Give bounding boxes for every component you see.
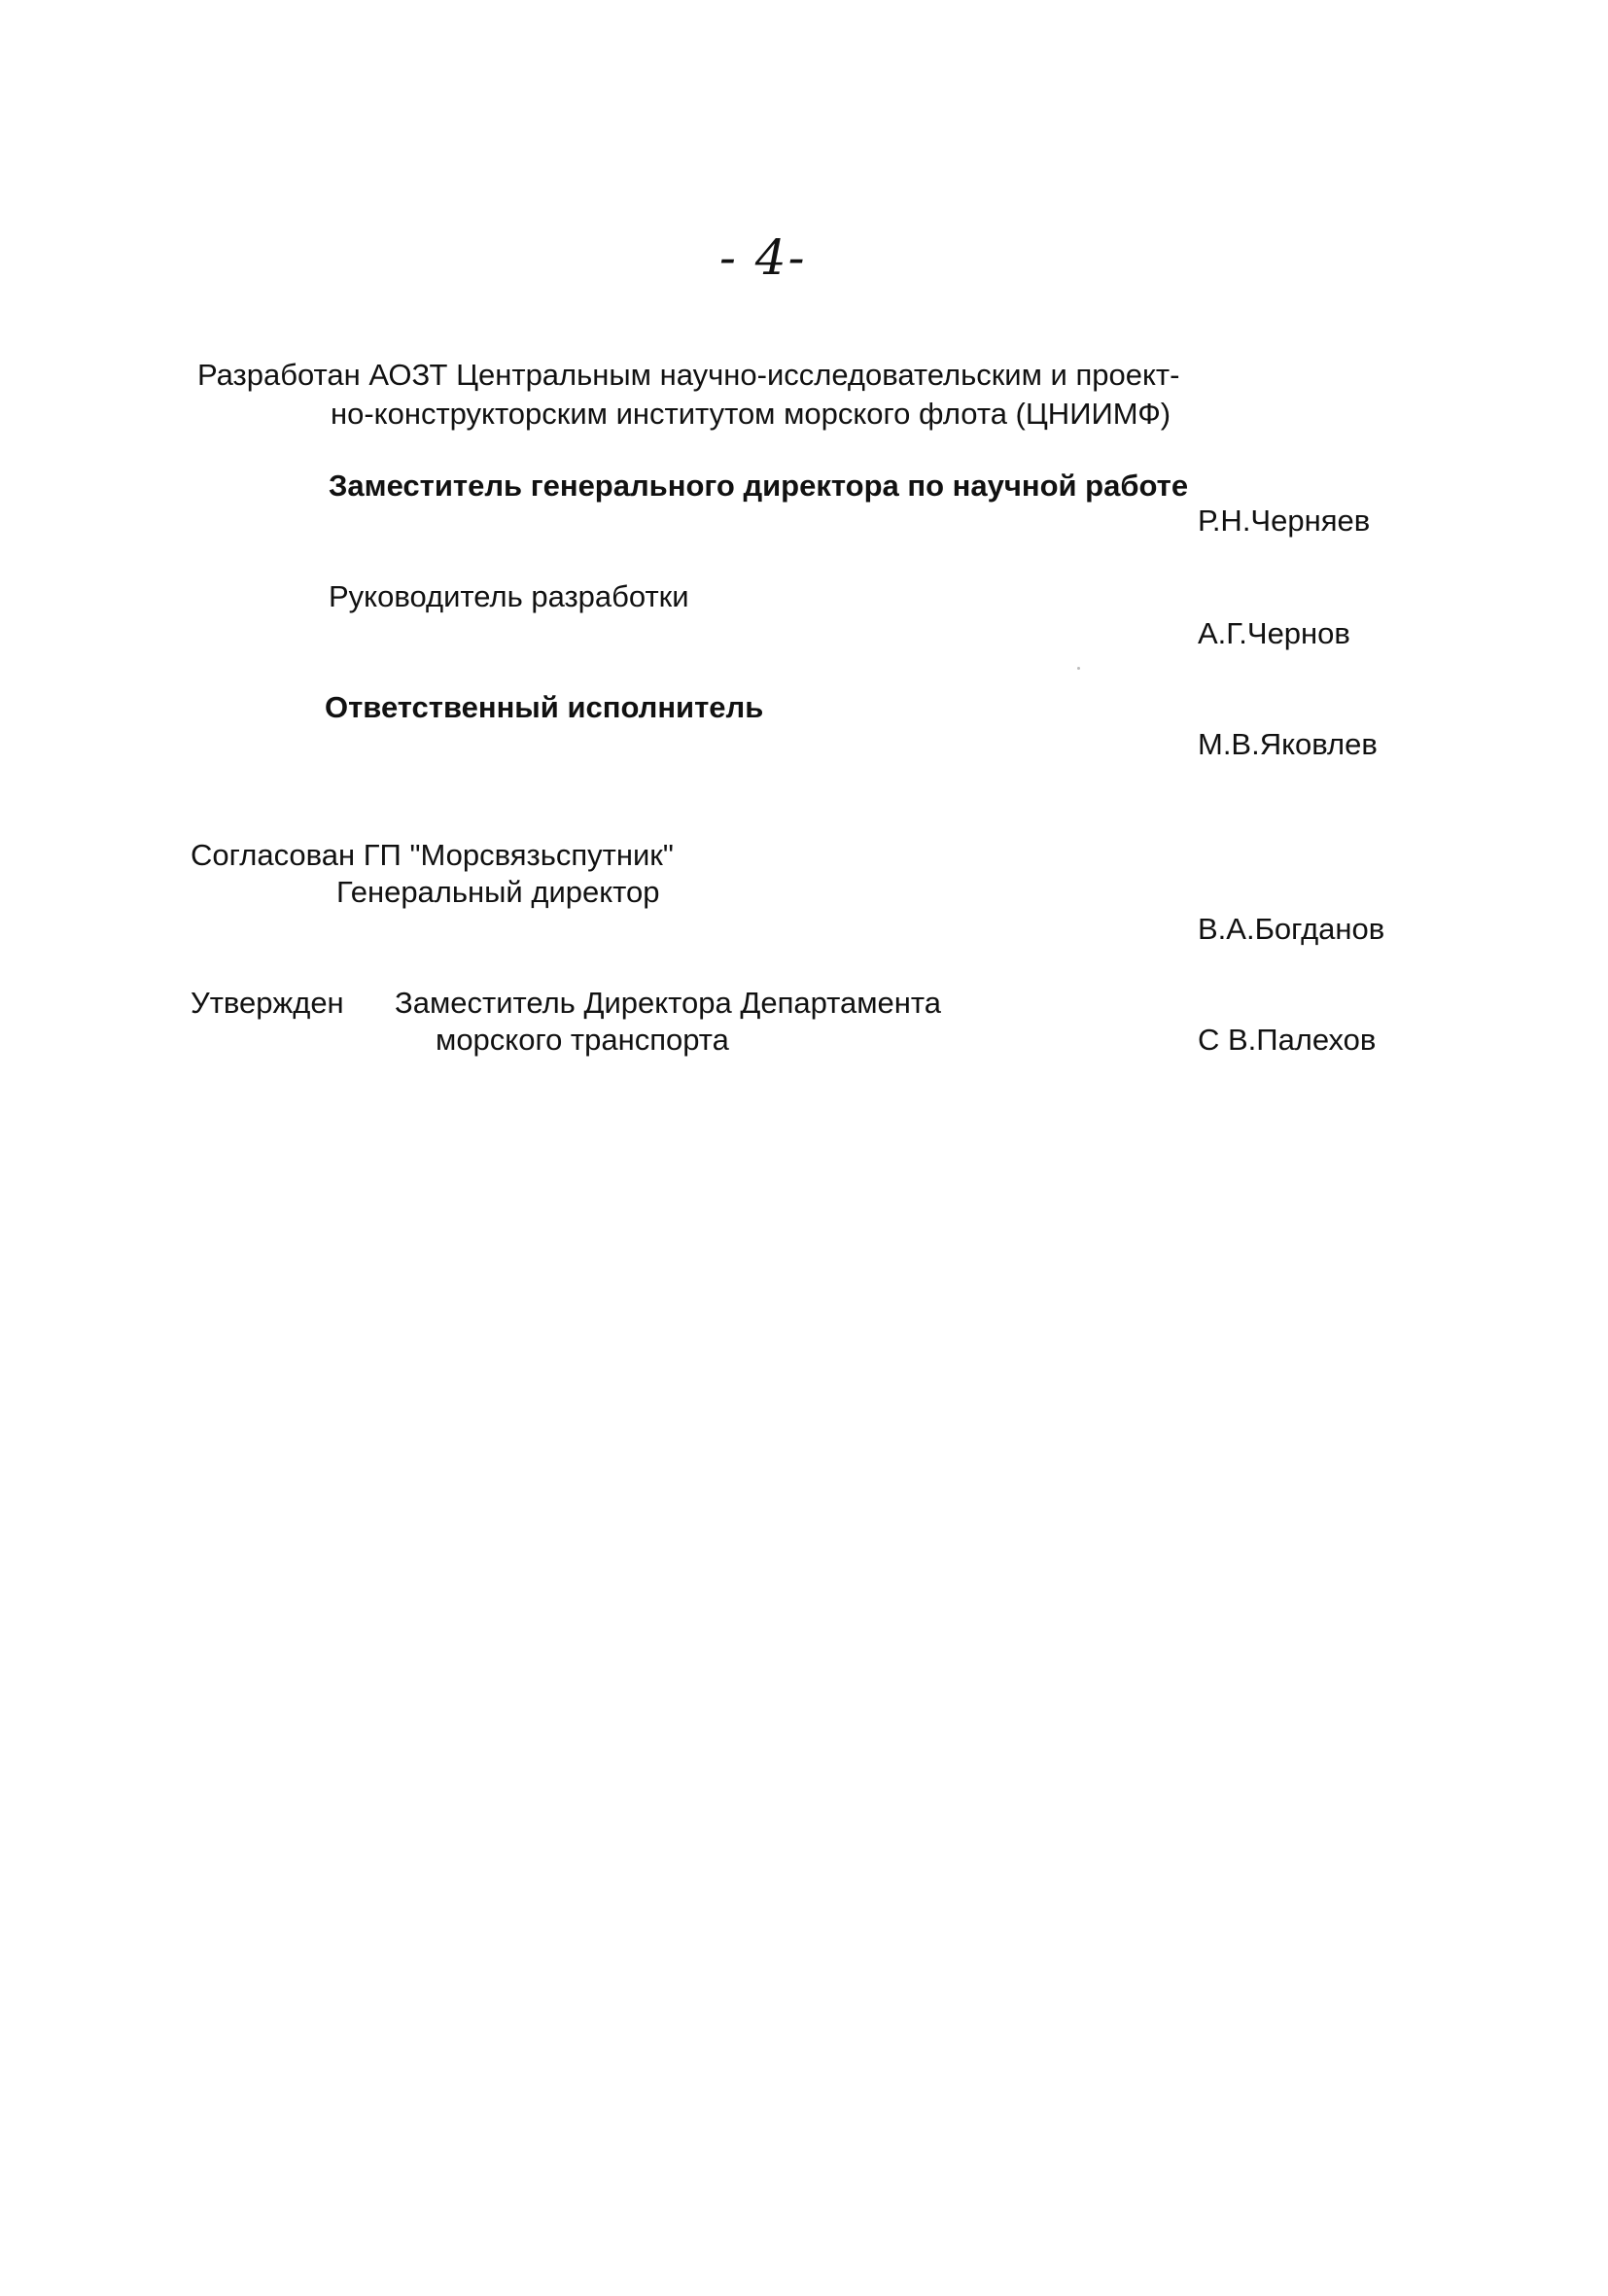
signatory-name-yakovlev: М.В.Яковлев bbox=[1198, 727, 1378, 761]
agreed-line-2: Генеральный директор bbox=[336, 875, 660, 909]
developed-by-line-1: Разработан АОЗТ Центральным научно-исследовательским и проект- bbox=[197, 358, 1180, 392]
agreed-line-1: Согласован ГП "Морсвязьспутник" bbox=[191, 838, 674, 872]
approved-name-palekhov: С В.Палехов bbox=[1198, 1023, 1377, 1057]
agreed-name-bogdanov: В.А.Богданов bbox=[1198, 912, 1385, 946]
signatory-role-head-of-development: Руководитель разработки bbox=[329, 579, 689, 613]
signatory-role-responsible-executor: Ответственный исполнитель bbox=[325, 690, 764, 724]
approved-line-1: Заместитель Директора Департамента bbox=[395, 986, 942, 1020]
approved-line-2: морского транспорта bbox=[436, 1023, 729, 1057]
signatory-role-deputy-director: Заместитель генерального директора по научной работе bbox=[329, 469, 1189, 503]
scan-speck bbox=[1077, 667, 1080, 670]
approved-label: Утвержден bbox=[191, 986, 344, 1020]
page-number: - 4- bbox=[719, 229, 807, 286]
signatory-name-chernyaev: Р.Н.Черняев bbox=[1198, 504, 1371, 538]
signatory-name-chernov: А.Г.Чернов bbox=[1198, 616, 1350, 650]
developed-by-line-2: но-конструкторским институтом морского флота (ЦНИИМФ) bbox=[331, 397, 1171, 431]
